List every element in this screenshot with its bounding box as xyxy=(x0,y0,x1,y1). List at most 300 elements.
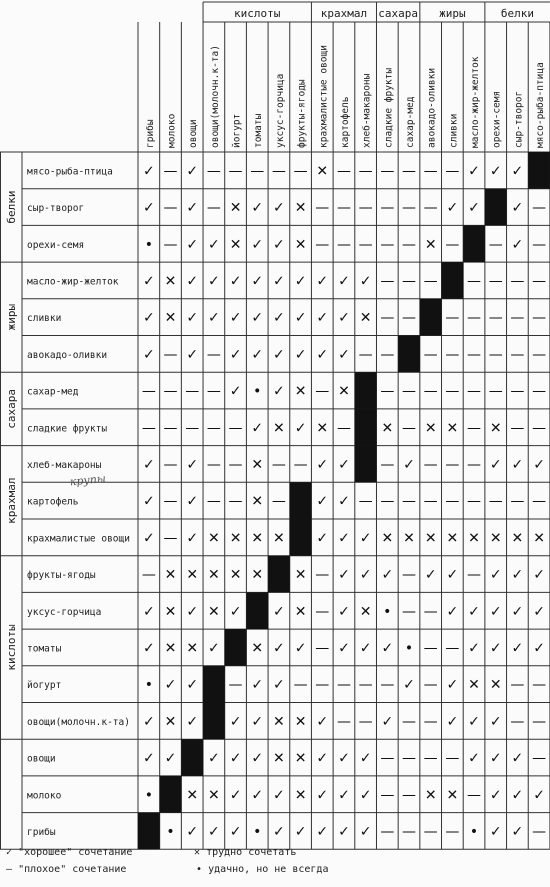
cross-mark: ✕ xyxy=(208,603,220,620)
dash-mark: — xyxy=(185,383,200,400)
dash-mark: — xyxy=(402,713,416,730)
cross-mark: ✕ xyxy=(359,603,372,620)
dash-mark: — xyxy=(423,713,438,730)
check-mark: ✓ xyxy=(511,750,524,767)
dash-mark: — xyxy=(445,640,460,657)
check-mark: ✓ xyxy=(533,567,545,584)
cross-mark: ✕ xyxy=(229,530,242,547)
dash-mark: — xyxy=(467,420,482,437)
check-mark: ✓ xyxy=(208,273,220,290)
diagonal-cell xyxy=(463,225,485,262)
column-header: овощи xyxy=(188,119,200,148)
dash-mark: — xyxy=(467,273,482,290)
diagonal-cell xyxy=(181,739,203,776)
row-header: уксус-горчица xyxy=(27,606,102,618)
check-mark: ✓ xyxy=(338,273,350,290)
column-header: картофель xyxy=(339,96,351,148)
cross-mark: ✕ xyxy=(338,383,350,400)
dash-mark: — xyxy=(402,236,416,253)
check-mark: ✓ xyxy=(186,603,199,620)
check-mark: ✓ xyxy=(446,677,459,694)
dash-mark: — xyxy=(532,493,547,510)
check-mark: ✓ xyxy=(316,713,329,730)
dash-mark: — xyxy=(423,750,438,767)
dash-mark: — xyxy=(271,493,286,510)
dash-mark: — xyxy=(358,200,373,217)
diagonal-cell xyxy=(160,776,182,813)
check-mark: ✓ xyxy=(359,273,372,290)
check-mark: ✓ xyxy=(338,603,350,620)
dash-mark: — xyxy=(402,420,416,437)
dash-mark: — xyxy=(380,163,395,180)
dash-mark: — xyxy=(423,493,438,510)
dash-mark: — xyxy=(315,383,330,400)
cross-mark: ✕ xyxy=(489,420,502,437)
dash-mark: — xyxy=(532,823,547,840)
dash-mark: — xyxy=(358,346,373,363)
check-mark: ✓ xyxy=(251,200,264,217)
check-mark: ✓ xyxy=(359,750,372,767)
cross-mark: ✕ xyxy=(381,420,394,437)
cross-mark: ✕ xyxy=(359,310,372,327)
column-header: сахар-мед xyxy=(405,96,416,148)
check-mark: ✓ xyxy=(316,273,329,290)
dash-mark: — xyxy=(510,713,525,730)
dash-mark: — xyxy=(358,236,373,253)
cross-mark: ✕ xyxy=(251,493,264,510)
cross-mark: ✕ xyxy=(424,236,437,253)
dash-mark: — xyxy=(445,493,460,510)
check-mark: ✓ xyxy=(489,640,502,657)
column-header: томаты xyxy=(253,113,265,148)
dash-mark: — xyxy=(336,420,351,437)
dash-mark: — xyxy=(467,493,482,510)
check-mark: ✓ xyxy=(229,383,242,400)
legend-hard-text: трудно сочетать xyxy=(206,847,297,858)
column-header: масло-жир-желток xyxy=(470,56,482,148)
dash-mark: — xyxy=(206,456,221,473)
cross-mark: ✕ xyxy=(164,567,177,584)
diagonal-cell xyxy=(442,262,464,299)
check-mark: ✓ xyxy=(251,713,264,730)
column-header: мясо-рыба-птица xyxy=(535,62,547,148)
cross-mark: ✕ xyxy=(229,236,242,253)
diagonal-cell xyxy=(355,409,377,446)
dash-mark: — xyxy=(402,200,416,217)
check-mark: ✓ xyxy=(468,200,480,217)
dash-mark: — xyxy=(510,310,525,327)
check-mark: ✓ xyxy=(142,200,155,217)
check-mark: ✓ xyxy=(511,603,524,620)
check-mark: ✓ xyxy=(251,420,264,437)
dash-mark: — xyxy=(358,713,373,730)
dash-mark: — xyxy=(206,200,221,217)
check-mark: ✓ xyxy=(338,750,350,767)
check-mark: ✓ xyxy=(489,567,502,584)
diagonal-cell xyxy=(290,519,312,556)
row-header: йогурт xyxy=(27,680,62,692)
cross-mark: ✕ xyxy=(468,677,480,694)
check-mark: ✓ xyxy=(273,346,285,363)
check-mark: ✓ xyxy=(511,163,524,180)
dash-mark: — xyxy=(315,640,330,657)
cross-mark: ✕ xyxy=(251,640,264,657)
cross-mark: ✕ xyxy=(294,750,307,767)
check-mark: ✓ xyxy=(273,310,285,327)
check-mark: ✓ xyxy=(142,273,155,290)
dash-mark: — xyxy=(402,163,416,180)
dash-mark: — xyxy=(380,383,395,400)
check-mark: ✓ xyxy=(468,603,480,620)
dash-mark: — xyxy=(532,383,547,400)
dash-mark: — xyxy=(467,787,482,804)
dash-mark: — xyxy=(423,677,438,694)
check-mark: ✓ xyxy=(533,603,545,620)
check-mark: ✓ xyxy=(229,310,242,327)
check-mark: ✓ xyxy=(533,456,545,473)
row-header: крахмалистые овощи xyxy=(27,533,130,545)
cross-mark: ✕ xyxy=(164,273,177,290)
dash-mark: — xyxy=(510,273,525,290)
check-mark: ✓ xyxy=(489,713,502,730)
dash-mark: — xyxy=(532,273,547,290)
cross-mark: ✕ xyxy=(164,640,177,657)
check-mark: ✓ xyxy=(273,200,285,217)
dash-icon: — xyxy=(6,864,13,875)
check-mark: ✓ xyxy=(446,200,459,217)
dash-mark: — xyxy=(532,346,547,363)
check-mark: ✓ xyxy=(251,750,264,767)
check-mark: ✓ xyxy=(338,823,350,840)
dash-mark: — xyxy=(532,310,547,327)
dash-mark: — xyxy=(380,273,395,290)
row-header: сыр-творог xyxy=(27,203,85,215)
check-mark: ✓ xyxy=(229,346,242,363)
check-mark: ✓ xyxy=(142,310,155,327)
cross-mark: ✕ xyxy=(446,420,459,437)
dash-mark: — xyxy=(445,750,460,767)
cross-mark: ✕ xyxy=(164,310,177,327)
check-mark: ✓ xyxy=(229,750,242,767)
check-mark: ✓ xyxy=(338,310,350,327)
cross-mark: ✕ xyxy=(186,787,199,804)
dash-mark: — xyxy=(206,346,221,363)
check-mark: ✓ xyxy=(489,456,502,473)
dash-mark: — xyxy=(402,273,416,290)
dot-mark: • xyxy=(469,823,479,840)
diagonal-cell xyxy=(268,556,290,593)
column-header: сладкие фрукты xyxy=(383,67,395,148)
cross-mark: ✕ xyxy=(208,530,220,547)
group-top-label: крахмал xyxy=(320,7,368,20)
check-mark: ✓ xyxy=(338,456,350,473)
dash-mark: — xyxy=(336,200,351,217)
check-mark: ✓ xyxy=(186,456,199,473)
check-mark: ✓ xyxy=(208,310,220,327)
check-mark: ✓ xyxy=(229,823,242,840)
check-mark: ✓ xyxy=(186,677,199,694)
column-header: овощи(молочн.к-та) xyxy=(209,45,221,148)
dash-mark: — xyxy=(402,310,416,327)
dot-mark: • xyxy=(166,823,175,840)
dash-mark: — xyxy=(163,493,178,510)
check-mark: ✓ xyxy=(359,823,372,840)
check-mark: ✓ xyxy=(273,273,285,290)
check-mark: ✓ xyxy=(294,823,307,840)
check-mark: ✓ xyxy=(359,530,372,547)
group-side-label: белки xyxy=(5,190,18,224)
check-mark: ✓ xyxy=(294,273,307,290)
check-mark: ✓ xyxy=(468,713,480,730)
check-mark: ✓ xyxy=(273,640,285,657)
dot-mark: • xyxy=(144,677,153,694)
cross-mark: ✕ xyxy=(251,530,264,547)
check-mark: ✓ xyxy=(186,823,199,840)
column-header: сыр-творог xyxy=(513,90,525,148)
column-header: авокадо-оливки xyxy=(426,67,438,148)
check-mark: ✓ xyxy=(489,163,502,180)
check-mark: ✓ xyxy=(208,640,220,657)
check-mark: ✓ xyxy=(186,346,199,363)
dash-mark: — xyxy=(467,346,482,363)
check-mark: ✓ xyxy=(381,640,394,657)
cross-mark: ✕ xyxy=(294,567,307,584)
group-top-label: сахара xyxy=(378,7,419,20)
dash-mark: — xyxy=(206,163,221,180)
dash-mark: — xyxy=(141,420,156,437)
dash-mark: — xyxy=(380,823,395,840)
check-mark: ✓ xyxy=(511,456,524,473)
check-mark: ✓ xyxy=(229,787,242,804)
check-mark: ✓ xyxy=(251,677,264,694)
check-mark: ✓ xyxy=(338,640,350,657)
check-mark: ✓ xyxy=(403,456,415,473)
dash-mark: — xyxy=(423,640,438,657)
check-mark: ✓ xyxy=(273,383,285,400)
check-mark: ✓ xyxy=(511,823,524,840)
column-header: уксус-горчица xyxy=(274,73,286,148)
check-mark: ✓ xyxy=(511,236,524,253)
cross-mark: ✕ xyxy=(468,530,480,547)
cross-mark: ✕ xyxy=(251,456,264,473)
check-mark: ✓ xyxy=(489,750,502,767)
dash-mark: — xyxy=(445,310,460,327)
dash-mark: — xyxy=(445,163,460,180)
check-mark: ✓ xyxy=(424,567,437,584)
dash-mark: — xyxy=(532,420,547,437)
cross-mark: ✕ xyxy=(164,603,177,620)
check-mark: ✓ xyxy=(403,677,415,694)
cross-mark: ✕ xyxy=(424,530,437,547)
check-mark: ✓ xyxy=(316,456,329,473)
dash-mark: — xyxy=(423,823,438,840)
check-mark: ✓ xyxy=(316,787,329,804)
check-mark: ✓ xyxy=(359,567,372,584)
cross-mark: ✕ xyxy=(186,640,199,657)
check-mark: ✓ xyxy=(142,713,155,730)
dash-mark: — xyxy=(510,493,525,510)
dash-mark: — xyxy=(380,787,395,804)
dash-mark: — xyxy=(402,603,416,620)
group-top-label: кислоты xyxy=(234,7,281,20)
check-mark: ✓ xyxy=(251,787,264,804)
dash-mark: — xyxy=(445,823,460,840)
check-mark: ✓ xyxy=(511,787,524,804)
dash-mark: — xyxy=(510,346,525,363)
dash-mark: — xyxy=(380,236,395,253)
group-side-label: крахмал xyxy=(5,477,18,524)
check-mark: ✓ xyxy=(273,603,285,620)
check-mark: ✓ xyxy=(208,750,220,767)
check-mark: ✓ xyxy=(359,640,372,657)
dash-mark: — xyxy=(336,677,351,694)
cross-mark: ✕ xyxy=(164,713,177,730)
cross-mark: ✕ xyxy=(273,530,285,547)
column-header: орехи-семя xyxy=(491,90,503,148)
check-mark: ✓ xyxy=(294,420,307,437)
check-mark: ✓ xyxy=(489,603,502,620)
check-mark: ✓ xyxy=(142,640,155,657)
check-mark: ✓ xyxy=(468,163,480,180)
check-mark: ✓ xyxy=(316,493,329,510)
dash-mark: — xyxy=(206,493,221,510)
dash-mark: — xyxy=(293,163,308,180)
dash-mark: — xyxy=(250,163,265,180)
check-mark: ✓ xyxy=(251,346,264,363)
dash-mark: — xyxy=(488,273,503,290)
check-mark: ✓ xyxy=(533,787,545,804)
diagonal-cell xyxy=(355,446,377,483)
diagonal-cell xyxy=(246,592,268,629)
cross-mark: ✕ xyxy=(294,713,307,730)
dash-mark: — xyxy=(402,567,416,584)
dash-mark: — xyxy=(358,677,373,694)
dot-mark: • xyxy=(253,823,262,840)
cross-mark: ✕ xyxy=(511,530,524,547)
legend-good xyxy=(6,847,132,858)
dot-mark: • xyxy=(253,383,262,400)
check-mark: ✓ xyxy=(273,787,285,804)
dot-icon: • xyxy=(196,864,203,875)
legend-bad xyxy=(6,864,126,875)
cross-mark: ✕ xyxy=(229,200,242,217)
cross-mark: ✕ xyxy=(251,567,264,584)
cross-mark: ✕ xyxy=(446,530,459,547)
diagonal-cell xyxy=(138,813,160,850)
dash-mark: — xyxy=(141,383,156,400)
dash-mark: — xyxy=(315,567,330,584)
dash-mark: — xyxy=(467,567,482,584)
dash-mark: — xyxy=(488,346,503,363)
dash-mark: — xyxy=(402,493,416,510)
check-mark: ✓ xyxy=(208,236,220,253)
dash-mark: — xyxy=(315,677,330,694)
dash-mark: — xyxy=(380,346,395,363)
diagonal-cell xyxy=(203,666,225,703)
row-header: сливки xyxy=(27,313,62,325)
check-mark: ✓ xyxy=(142,346,155,363)
cross-mark: ✕ xyxy=(229,567,242,584)
dot-mark: • xyxy=(383,603,392,620)
dash-mark: — xyxy=(336,236,351,253)
dot-mark: • xyxy=(144,787,153,804)
dash-mark: — xyxy=(336,713,351,730)
group-side-label: жиры xyxy=(5,303,18,331)
column-header: сливки xyxy=(448,113,460,148)
dash-mark: — xyxy=(467,456,482,473)
cross-mark: ✕ xyxy=(316,420,329,437)
row-header: овощи xyxy=(27,753,56,765)
cross-mark: ✕ xyxy=(273,713,285,730)
dash-mark: — xyxy=(293,677,308,694)
column-header: грибы xyxy=(144,119,156,148)
check-mark: ✓ xyxy=(533,640,545,657)
diagonal-cell xyxy=(290,482,312,519)
dash-mark: — xyxy=(163,383,178,400)
dash-mark: — xyxy=(488,236,503,253)
cross-mark: ✕ xyxy=(381,530,394,547)
dash-mark: — xyxy=(358,163,373,180)
check-mark: ✓ xyxy=(446,603,459,620)
dash-mark: — xyxy=(402,823,416,840)
cross-mark: ✕ xyxy=(489,677,502,694)
check-mark: ✓ xyxy=(381,713,394,730)
dash-mark: — xyxy=(163,163,178,180)
check-mark: ✓ xyxy=(186,200,199,217)
check-mark: ✓ xyxy=(142,750,155,767)
dash-mark: — xyxy=(206,383,221,400)
dash-mark: — xyxy=(488,310,503,327)
cross-mark: ✕ xyxy=(294,603,307,620)
check-mark: ✓ xyxy=(142,163,155,180)
dash-mark: — xyxy=(380,200,395,217)
dash-mark: — xyxy=(163,530,178,547)
row-header: томаты xyxy=(27,643,62,655)
check-mark: ✓ xyxy=(164,677,177,694)
cross-mark: ✕ xyxy=(186,567,199,584)
dash-mark: — xyxy=(206,420,221,437)
legend-bad-text: "плохое" сочетание xyxy=(18,864,127,875)
check-mark: ✓ xyxy=(468,750,480,767)
check-mark: ✓ xyxy=(142,456,155,473)
dash-mark: — xyxy=(163,420,178,437)
diagonal-cell xyxy=(355,372,377,409)
row-header: сахар-мед xyxy=(27,386,79,398)
dash-mark: — xyxy=(293,456,308,473)
dash-mark: — xyxy=(423,346,438,363)
check-mark: ✓ xyxy=(338,787,350,804)
check-mark: ✓ xyxy=(294,640,307,657)
legend-ok xyxy=(196,864,328,875)
check-mark: ✓ xyxy=(186,530,199,547)
dash-mark: — xyxy=(467,310,482,327)
dash-mark: — xyxy=(163,456,178,473)
cross-mark: ✕ xyxy=(424,420,437,437)
cross-mark: ✕ xyxy=(489,530,502,547)
group-side-label: кислоты xyxy=(5,624,18,671)
cross-mark: ✕ xyxy=(294,383,307,400)
diagonal-cell xyxy=(203,703,225,740)
check-mark: ✓ xyxy=(186,163,199,180)
cross-mark: ✕ xyxy=(446,787,459,804)
check-mark: ✓ xyxy=(186,310,199,327)
check-mark: ✓ xyxy=(511,567,524,584)
check-mark: ✓ xyxy=(142,493,155,510)
check-mark: ✓ xyxy=(468,640,480,657)
check-mark: ✓ xyxy=(381,567,394,584)
check-mark: ✓ xyxy=(273,236,285,253)
check-mark: ✓ xyxy=(316,310,329,327)
